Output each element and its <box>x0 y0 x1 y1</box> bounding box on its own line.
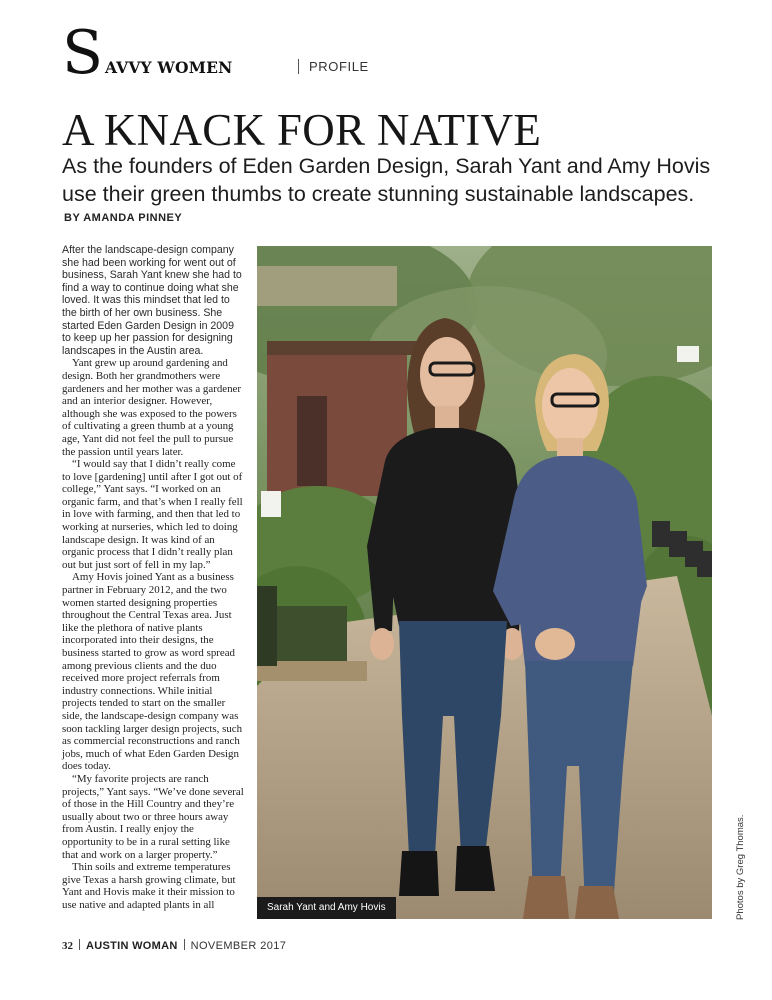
photo-caption: Sarah Yant and Amy Hovis <box>257 897 396 919</box>
headline: A KNACK FOR NATIVE <box>62 105 542 155</box>
footer-divider <box>79 939 80 950</box>
section-label: PROFILE <box>309 59 369 74</box>
body-paragraph: Thin soils and extreme temperatures give Texas a harsh growing climate, but Yant and Hovis make it their mission to use native and adapted plants in all <box>62 861 236 911</box>
footer-divider <box>184 939 185 950</box>
article-body <box>62 244 244 911</box>
body-paragraph: Yant grew up around gardening and design. Both her grandmothers were gardeners and her mother was a gardener and an interior designer. However, although she was exposed to the powers of cultivating a green thumb at a young age, Yant did not feel the pull to pursue the passion until years later. <box>62 357 242 458</box>
lead-paragraph: After the landscape-design company she had been working for went out of business, Sarah Yant knew she had to find a way to continue doing what she loved. It was this mindset that led to the birth of her own business. She started Eden Garden Design in 2009 to keep up her passion for designing landscapes in the Austin area. <box>62 244 242 357</box>
deck: As the founders of Eden Garden Design, Sarah Yant and Amy Hovis use their green thumbs to create stunning sustainable landscapes. <box>62 154 711 206</box>
portrait-photo <box>257 246 712 919</box>
body-paragraph: Amy Hovis joined Yant as a business partner in February 2012, and the two women started designing properties throughout the Central Texas area. Just like the plethora of native plants incorporated into their designs, the business started to grow as word spread among previous clients and the duo received more project referrals from industry connections. While initial projects tended to start on the smaller side, the landscape-design company was soon tackling larger design projects, such as commercial reconstructions and ranch jobs, much of what Eden Garden Design does today. <box>62 571 243 773</box>
byline: BY AMANDA PINNEY <box>64 212 183 224</box>
body-paragraph: “My favorite projects are ranch projects,” Yant says. “We’ve done several of those in the Hill Country and they’re usually about two or three hours away from Austin. I really enjoy the opportunity to be in a rural setting like that and work on a larger property.” <box>62 772 244 861</box>
brand-initial: S <box>62 18 104 88</box>
issue-date: NOVEMBER 2017 <box>190 940 287 952</box>
brand-divider <box>298 59 299 74</box>
brand-name: AVVY WOMEN <box>105 58 233 77</box>
photo-credit: Photos by Greg Thomas. <box>735 814 746 920</box>
body-paragraph: “I would say that I didn’t really come to love [gardening] until after I got out of college,” Yant says. “I worked on an organic farm, and that’s when I really fell in love with farming, and then that led to working at nurseries, which led to doing landscape design. It was kind of an organic process that I didn’t really plan out but just sort of fell in my lap.” <box>62 458 243 571</box>
magazine-name: AUSTIN WOMAN <box>86 940 178 952</box>
page-footer <box>62 939 286 952</box>
page-number: 32 <box>62 940 73 952</box>
